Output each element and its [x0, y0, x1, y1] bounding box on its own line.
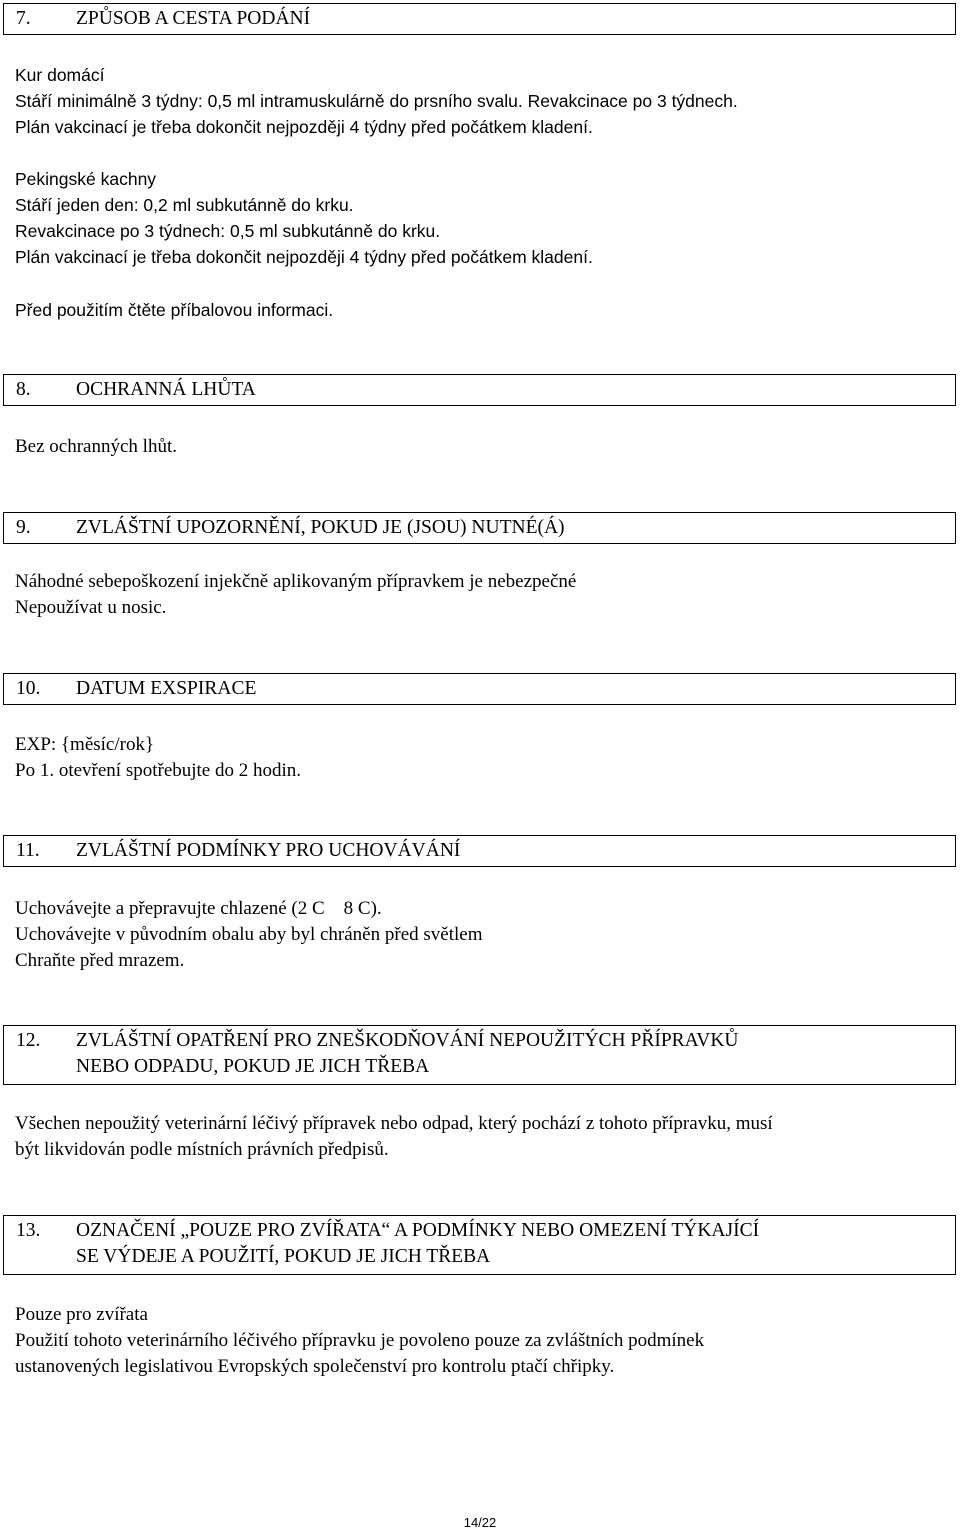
section-11-header: [3, 835, 956, 867]
section-title-line-2: SE VÝDEJE A POUŽITÍ, POKUD JE JICH TŘEBA: [76, 1246, 491, 1267]
ducks-heading: Pekingské kachny: [15, 169, 157, 189]
page-number: 14/22: [463, 1515, 497, 1530]
disposal-line-2: být likvidován podle místních právních předpisů.: [15, 1139, 389, 1160]
section-title-line-1: ZVLÁŠTNÍ OPATŘENÍ PRO ZNEŠKODŇOVÁNÍ NEPOUŽITÝCH PŘÍPRAVKŮ: [76, 1030, 739, 1051]
read-leaflet-text: Před použitím čtěte příbalovou informaci.: [15, 300, 334, 320]
section-title-line-1: OZNAČENÍ „POUZE PRO ZVÍŘATA“ A PODMÍNKY NEBO OMEZENÍ TÝKAJÍCÍ: [76, 1220, 760, 1241]
ducks-line-2: Revakcinace po 3 týdnech: 0,5 ml subkutánně do krku.: [15, 221, 441, 241]
section-number: 11.: [16, 840, 40, 861]
warning-line-2: Nepoužívat u nosic.: [15, 597, 167, 618]
ducks-line-3: Plán vakcinací je třeba dokončit nejpozději 4 týdny před počátkem kladení.: [15, 247, 593, 267]
section-title: DATUM EXSPIRACE: [76, 678, 257, 699]
section-title: ZVLÁŠTNÍ UPOZORNĚNÍ, POKUD JE (JSOU) NUTNÉ(Á): [76, 517, 565, 538]
section-number: 9.: [16, 517, 31, 538]
storage-line-2: Uchovávejte v původním obalu aby byl chráněn před světlem: [15, 924, 483, 945]
storage-line-1: Uchovávejte a přepravujte chlazené (2 C 8 C).: [15, 898, 382, 919]
section-number: 8.: [16, 379, 31, 400]
hens-heading: Kur domácí: [15, 65, 105, 85]
expiry-line-2: Po 1. otevření spotřebujte do 2 hodin.: [15, 760, 302, 781]
section-10-header: [3, 673, 956, 705]
animal-use-line-2: Použití tohoto veterinárního léčivého přípravku je povoleno pouze za zvláštních podmínek: [15, 1330, 705, 1351]
section-7-header: [3, 3, 956, 35]
disposal-line-1: Všechen nepoužitý veterinární léčivý přípravek nebo odpad, který pochází z tohoto přípravku, musí: [15, 1113, 773, 1134]
section-number: 7.: [16, 8, 31, 29]
section-title-line-2: NEBO ODPADU, POKUD JE JICH TŘEBA: [76, 1056, 430, 1077]
storage-line-3: Chraňte před mrazem.: [15, 950, 185, 971]
section-number: 10.: [16, 678, 41, 699]
animal-use-line-3: ustanovených legislativou Evropských společenství pro kontrolu ptačí chřipky.: [15, 1356, 615, 1377]
section-number: 12.: [16, 1030, 41, 1051]
warning-line-1: Náhodné sebepoškození injekčně aplikovaným přípravkem je nebezpečné: [15, 571, 577, 592]
ducks-line-1: Stáří jeden den: 0,2 ml subkutánně do krku.: [15, 195, 354, 215]
section-13-header: [3, 1215, 956, 1275]
section-number: 13.: [16, 1220, 41, 1241]
expiry-line-1: EXP: {měsíc/rok}: [15, 734, 155, 755]
animal-use-line-1: Pouze pro zvířata: [15, 1304, 148, 1325]
section-title: ZVLÁŠTNÍ PODMÍNKY PRO UCHOVÁVÁNÍ: [76, 840, 461, 861]
section-12-header: [3, 1025, 956, 1085]
section-title: OCHRANNÁ LHŮTA: [76, 379, 256, 400]
section-9-header: [3, 512, 956, 544]
withdrawal-text: Bez ochranných lhůt.: [15, 436, 177, 457]
hens-line-1: Stáří minimálně 3 týdny: 0,5 ml intramuskulárně do prsního svalu. Revakcinace po 3 týdnech.: [15, 91, 738, 111]
section-title: ZPŮSOB A CESTA PODÁNÍ: [76, 8, 311, 29]
hens-line-2: Plán vakcinací je třeba dokončit nejpozději 4 týdny před počátkem kladení.: [15, 117, 593, 137]
section-8-header: [3, 374, 956, 406]
